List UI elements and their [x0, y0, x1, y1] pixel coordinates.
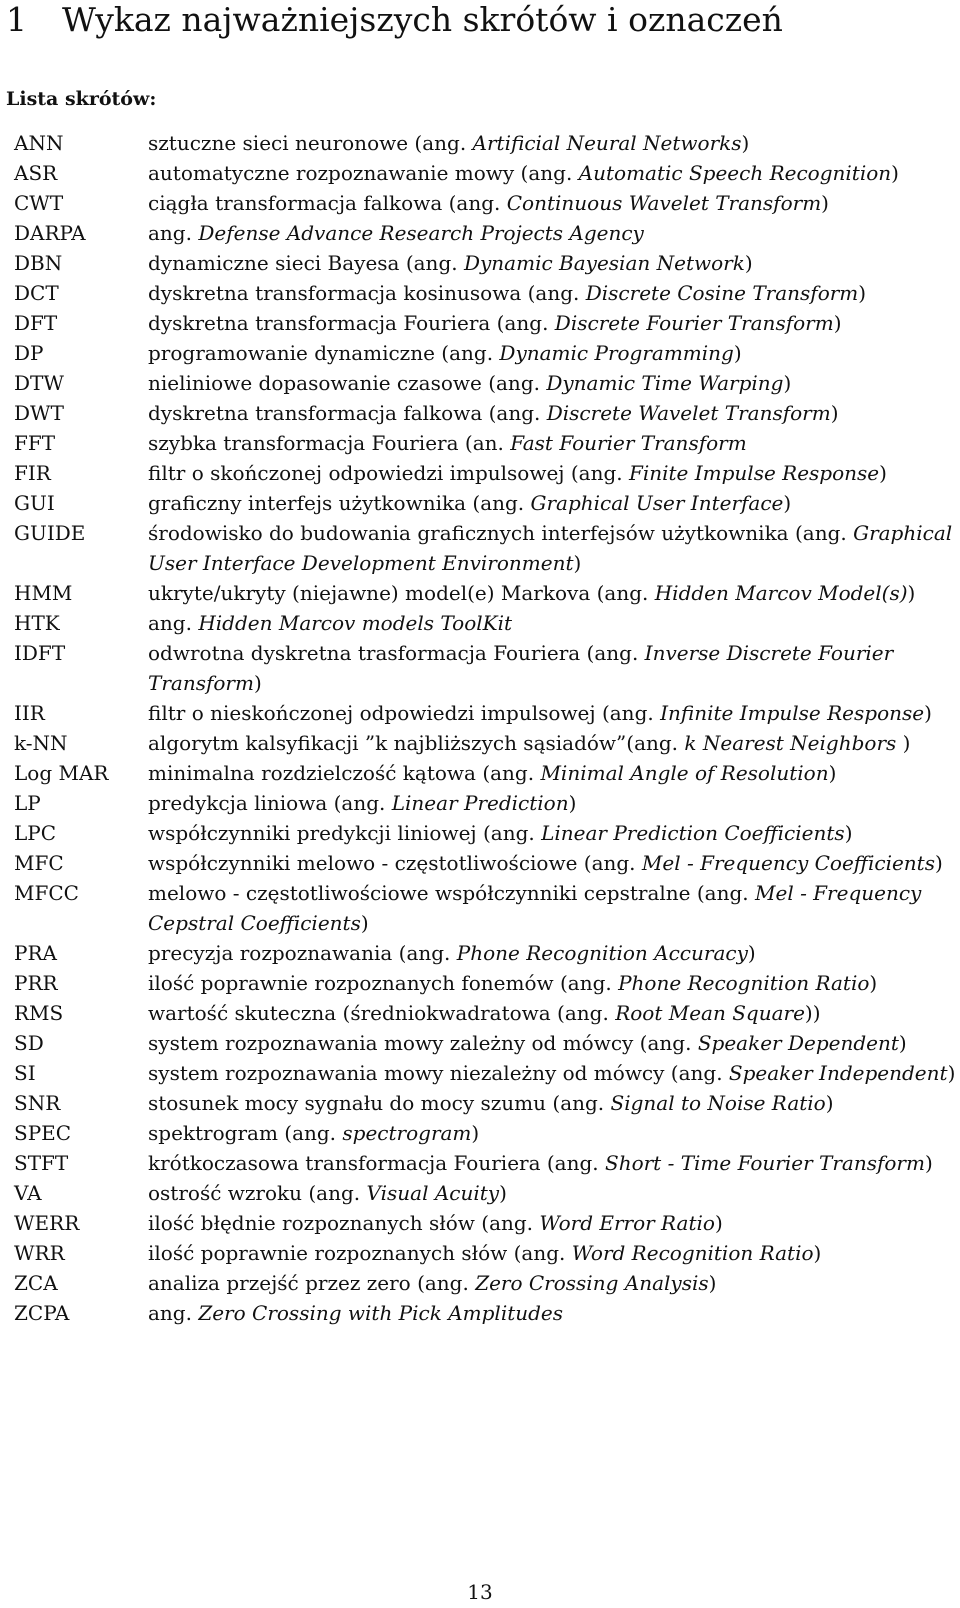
list-item [14, 608, 958, 638]
abbreviation: IDFT [14, 641, 66, 665]
polish-description: spektrogram (ang. [148, 1121, 343, 1145]
list-item [14, 338, 958, 368]
closing-text: ) [896, 731, 911, 755]
polish-description: sztuczne sieci neuronowe (ang. [148, 131, 473, 155]
closing-text: ) [879, 461, 887, 485]
polish-description: melowo - częstotliwościowe współczynniki cepstralne (ang. [148, 881, 755, 905]
polish-description: automatyczne rozpoznawanie mowy (ang. [148, 161, 579, 185]
abbreviation-description [148, 818, 958, 848]
english-term: Minimal Angle of Resolution [540, 761, 829, 785]
polish-description: ilość poprawnie rozpoznanych fonemów (ang. [148, 971, 619, 995]
abbreviation-description [148, 488, 958, 518]
closing-text: ) [858, 281, 867, 305]
abbreviation: SI [14, 1061, 36, 1085]
english-term: Root Mean Square [615, 1001, 805, 1025]
abbreviation-description [148, 518, 958, 578]
abbreviation: GUI [14, 491, 55, 515]
abbreviation-description [148, 1148, 958, 1178]
closing-text: ) [747, 941, 756, 965]
abbreviation: SNR [14, 1091, 61, 1115]
polish-description: dyskretna transformacja Fouriera (ang. [148, 311, 555, 335]
english-term: Dynamic Programming [499, 341, 734, 365]
abbreviation: DP [14, 341, 44, 365]
english-term: k Nearest Neighbors [684, 731, 897, 755]
closing-text: )) [804, 1001, 821, 1025]
list-item [14, 458, 958, 488]
abbreviation: WRR [14, 1241, 65, 1265]
list-item [14, 638, 958, 698]
closing-text: ) [360, 911, 369, 935]
closing-text: ) [907, 581, 916, 605]
closing-text: ) [924, 1151, 933, 1175]
abbreviation-description [148, 698, 958, 728]
abbreviation-description [148, 968, 958, 998]
english-term: Inverse Discrete Fourier Transform [148, 641, 894, 695]
english-term: Zero Crossing Analysis [475, 1271, 709, 1295]
list-item [14, 818, 958, 848]
abbreviation: LPC [14, 821, 57, 845]
polish-description: filtr o skończonej odpowiedzi impulsowej (ang. [148, 461, 629, 485]
list-item [14, 518, 958, 578]
list-item [14, 488, 958, 518]
abbreviation: DWT [14, 401, 64, 425]
list-item [14, 428, 958, 458]
abbreviation-description [148, 308, 958, 338]
abbreviation: ZCA [14, 1271, 58, 1295]
polish-description: stosunek mocy sygnału do mocy szumu (ang. [148, 1091, 611, 1115]
abbreviation: ANN [14, 131, 64, 155]
list-item [14, 1028, 958, 1058]
abbreviation: RMS [14, 1001, 64, 1025]
abbreviation: SD [14, 1031, 44, 1055]
polish-description: krótkoczasowa transformacja Fouriera (ang. [148, 1151, 605, 1175]
english-term: Fast Fourier Transform [510, 431, 747, 455]
list-item [14, 788, 958, 818]
closing-text: ) [934, 851, 943, 875]
abbreviation-description [148, 458, 958, 488]
abbreviation: MFC [14, 851, 64, 875]
closing-text: ) [733, 341, 742, 365]
english-term: Dynamic Bayesian Network [463, 251, 745, 275]
abbreviation: ASR [14, 161, 58, 185]
polish-description: dynamiczne sieci Bayesa (ang. [148, 251, 464, 275]
abbreviation-description [148, 998, 958, 1028]
abbreviation-description [148, 788, 958, 818]
abbreviation: GUIDE [14, 521, 86, 545]
abbreviation-description [148, 578, 958, 608]
closing-text: ) [821, 191, 829, 215]
list-item [14, 1178, 958, 1208]
list-item [14, 188, 958, 218]
english-term: Hidden Marcov Model(s) [654, 581, 908, 605]
list-title: Lista skrótów: [6, 88, 157, 110]
english-term: Graphical User Interface Development Environment [148, 521, 953, 575]
polish-description: odwrotna dyskretna trasformacja Fouriera (ang. [148, 641, 645, 665]
abbreviation-description [148, 938, 958, 968]
polish-description: ciągła transformacja falkowa (ang. [148, 191, 507, 215]
english-term: Speaker Independent [728, 1061, 948, 1085]
list-item [14, 848, 958, 878]
list-item [14, 368, 958, 398]
list-item [14, 878, 958, 938]
polish-description: ang. [148, 611, 199, 635]
abbreviation-description [148, 758, 958, 788]
polish-description: precyzja rozpoznawania (ang. [148, 941, 457, 965]
english-term: Word Recognition Ratio [571, 1241, 814, 1265]
closing-text: ) [714, 1211, 723, 1235]
abbreviation: MFCC [14, 881, 79, 905]
abbreviation-description [148, 128, 958, 158]
english-term: Discrete Fourier Transform [554, 311, 834, 335]
polish-description: analiza przejść przez zero (ang. [148, 1271, 476, 1295]
closing-text: ) [783, 371, 792, 395]
abbreviation-description [148, 1268, 958, 1298]
abbreviation-list [14, 128, 958, 1328]
abbreviation-description [148, 248, 958, 278]
english-term: Finite Impulse Response [628, 461, 880, 485]
english-term: Infinite Impulse Response [660, 701, 925, 725]
closing-text: ) [741, 131, 750, 155]
abbreviation: VA [14, 1181, 42, 1205]
closing-text: ) [830, 401, 839, 425]
abbreviation-description [148, 608, 958, 638]
abbreviation: DCT [14, 281, 59, 305]
polish-description: szybka transformacja Fouriera (an. [148, 431, 511, 455]
section-heading [6, 0, 783, 40]
abbreviation: DTW [14, 371, 64, 395]
abbreviation-description [148, 1118, 958, 1148]
list-item [14, 728, 958, 758]
polish-description: współczynniki predykcji liniowej (ang. [148, 821, 542, 845]
polish-description: ang. [148, 1301, 199, 1325]
polish-description: ang. [148, 221, 199, 245]
closing-text: ) [898, 1031, 907, 1055]
polish-description: graficzny interfejs użytkownika (ang. [148, 491, 531, 515]
list-item [14, 998, 958, 1028]
abbreviation: SPEC [14, 1121, 72, 1145]
english-term: Phone Recognition Ratio [618, 971, 870, 995]
abbreviation-description [148, 1178, 958, 1208]
list-item [14, 398, 958, 428]
section-number: 1 [6, 0, 27, 39]
list-item [14, 1118, 958, 1148]
abbreviation-description [148, 1208, 958, 1238]
closing-text: ) [869, 971, 878, 995]
abbreviation-description [148, 428, 958, 458]
list-item [14, 218, 958, 248]
polish-description: ilość błędnie rozpoznanych słów (ang. [148, 1211, 540, 1235]
abbreviation: k-NN [14, 731, 68, 755]
english-term: Visual Acuity [366, 1181, 500, 1205]
closing-text: ) [825, 1091, 834, 1115]
list-item [14, 308, 958, 338]
abbreviation: IIR [14, 701, 45, 725]
list-item [14, 758, 958, 788]
english-term: Artificial Neural Networks [472, 131, 742, 155]
list-item [14, 128, 958, 158]
polish-description: nieliniowe dopasowanie czasowe (ang. [148, 371, 547, 395]
section-title: Wykaz najważniejszych skrótów i oznaczeń [62, 0, 783, 39]
polish-description: dyskretna transformacja falkowa (ang. [148, 401, 547, 425]
abbreviation: ZCPA [14, 1301, 70, 1325]
page-number: 13 [467, 1580, 493, 1604]
polish-description: ostrość wzroku (ang. [148, 1181, 367, 1205]
abbreviation-description [148, 368, 958, 398]
abbreviation-description [148, 1088, 958, 1118]
abbreviation: CWT [14, 191, 64, 215]
abbreviation: FFT [14, 431, 56, 455]
polish-description: wartość skuteczna (średniokwadratowa (ang. [148, 1001, 616, 1025]
english-term: Word Error Ratio [539, 1211, 715, 1235]
list-item [14, 158, 958, 188]
list-item [14, 1088, 958, 1118]
abbreviation: PRA [14, 941, 57, 965]
abbreviation-description [148, 1298, 958, 1328]
abbreviation-description [148, 878, 958, 938]
closing-text: ) [891, 161, 899, 185]
closing-text: ) [844, 821, 853, 845]
closing-text: ) [471, 1121, 480, 1145]
abbreviation: HTK [14, 611, 60, 635]
english-term: Phone Recognition Accuracy [456, 941, 748, 965]
abbreviation: WERR [14, 1211, 80, 1235]
english-term: Zero Crossing with Pick Amplitudes [198, 1301, 564, 1325]
list-item [14, 248, 958, 278]
abbreviation-description [148, 1058, 958, 1088]
english-term: Speaker Dependent [697, 1031, 899, 1055]
english-term: Mel - Frequency Coefficients [641, 851, 935, 875]
closing-text: ) [833, 311, 842, 335]
abbreviation: DBN [14, 251, 63, 275]
abbreviation: PRR [14, 971, 58, 995]
abbreviation: STFT [14, 1151, 69, 1175]
list-item [14, 1058, 958, 1088]
closing-text: ) [744, 251, 753, 275]
list-item [14, 1268, 958, 1298]
polish-description: algorytm kalsyfikacji ”k najbliższych sąsiadów”(ang. [148, 731, 685, 755]
closing-text: ) [947, 1061, 956, 1085]
english-term: Linear Prediction [391, 791, 569, 815]
polish-description: filtr o nieskończonej odpowiedzi impulsowej (ang. [148, 701, 661, 725]
closing-text: ) [568, 791, 577, 815]
abbreviation-description [148, 1238, 958, 1268]
english-term: Dynamic Time Warping [546, 371, 784, 395]
list-item [14, 1298, 958, 1328]
list-item [14, 938, 958, 968]
english-term: Defense Advance Research Projects Agency [198, 221, 644, 245]
abbreviation-description [148, 338, 958, 368]
abbreviation-description [148, 278, 958, 308]
polish-description: środowisko do budowania graficznych interfejsów użytkownika (ang. [148, 521, 854, 545]
abbreviation-description [148, 638, 958, 698]
closing-text: ) [708, 1271, 717, 1295]
polish-description: system rozpoznawania mowy niezależny od mówcy (ang. [148, 1061, 729, 1085]
closing-text: ) [253, 671, 262, 695]
abbreviation: LP [14, 791, 41, 815]
list-item [14, 278, 958, 308]
english-term: Continuous Wavelet Transform [506, 191, 822, 215]
polish-description: minimalna rozdzielczość kątowa (ang. [148, 761, 541, 785]
abbreviation-description [148, 1028, 958, 1058]
english-term: Short - Time Fourier Transform [605, 1151, 925, 1175]
english-term: Automatic Speech Recognition [578, 161, 892, 185]
closing-text: ) [783, 491, 792, 515]
english-term: Graphical User Interface [530, 491, 784, 515]
closing-text: ) [573, 551, 582, 575]
list-item [14, 698, 958, 728]
english-term: spectrogram [342, 1121, 472, 1145]
abbreviation-description [148, 158, 958, 188]
english-term: Linear Prediction Coefficients [541, 821, 845, 845]
english-term: Discrete Wavelet Transform [546, 401, 831, 425]
list-item [14, 578, 958, 608]
closing-text: ) [499, 1181, 507, 1205]
abbreviation: FIR [14, 461, 51, 485]
abbreviation-description [148, 848, 958, 878]
polish-description: system rozpoznawania mowy zależny od mówcy (ang. [148, 1031, 698, 1055]
closing-text: ) [813, 1241, 822, 1265]
polish-description: ukryte/ukryty (niejawne) model(e) Markova (ang. [148, 581, 655, 605]
english-term: Discrete Cosine Transform [585, 281, 859, 305]
list-item [14, 1238, 958, 1268]
polish-description: programowanie dynamiczne (ang. [148, 341, 500, 365]
closing-text: ) [828, 761, 837, 785]
closing-text: ) [924, 701, 932, 725]
abbreviation-description [148, 218, 958, 248]
list-item [14, 1148, 958, 1178]
list-item [14, 968, 958, 998]
abbreviation: HMM [14, 581, 73, 605]
abbreviation: Log MAR [14, 761, 109, 785]
abbreviation-description [148, 728, 958, 758]
abbreviation-description [148, 398, 958, 428]
english-term: Mel - Frequency Cepstral Coefficients [148, 881, 922, 935]
abbreviation-description [148, 188, 958, 218]
polish-description: predykcja liniowa (ang. [148, 791, 392, 815]
polish-description: ilość poprawnie rozpoznanych słów (ang. [148, 1241, 572, 1265]
english-term: Signal to Noise Ratio [610, 1091, 826, 1115]
list-item [14, 1208, 958, 1238]
abbreviation: DARPA [14, 221, 86, 245]
polish-description: dyskretna transformacja kosinusowa (ang. [148, 281, 586, 305]
abbreviation: DFT [14, 311, 58, 335]
polish-description: współczynniki melowo - częstotliwościowe (ang. [148, 851, 642, 875]
english-term: Hidden Marcov models ToolKit [198, 611, 513, 635]
